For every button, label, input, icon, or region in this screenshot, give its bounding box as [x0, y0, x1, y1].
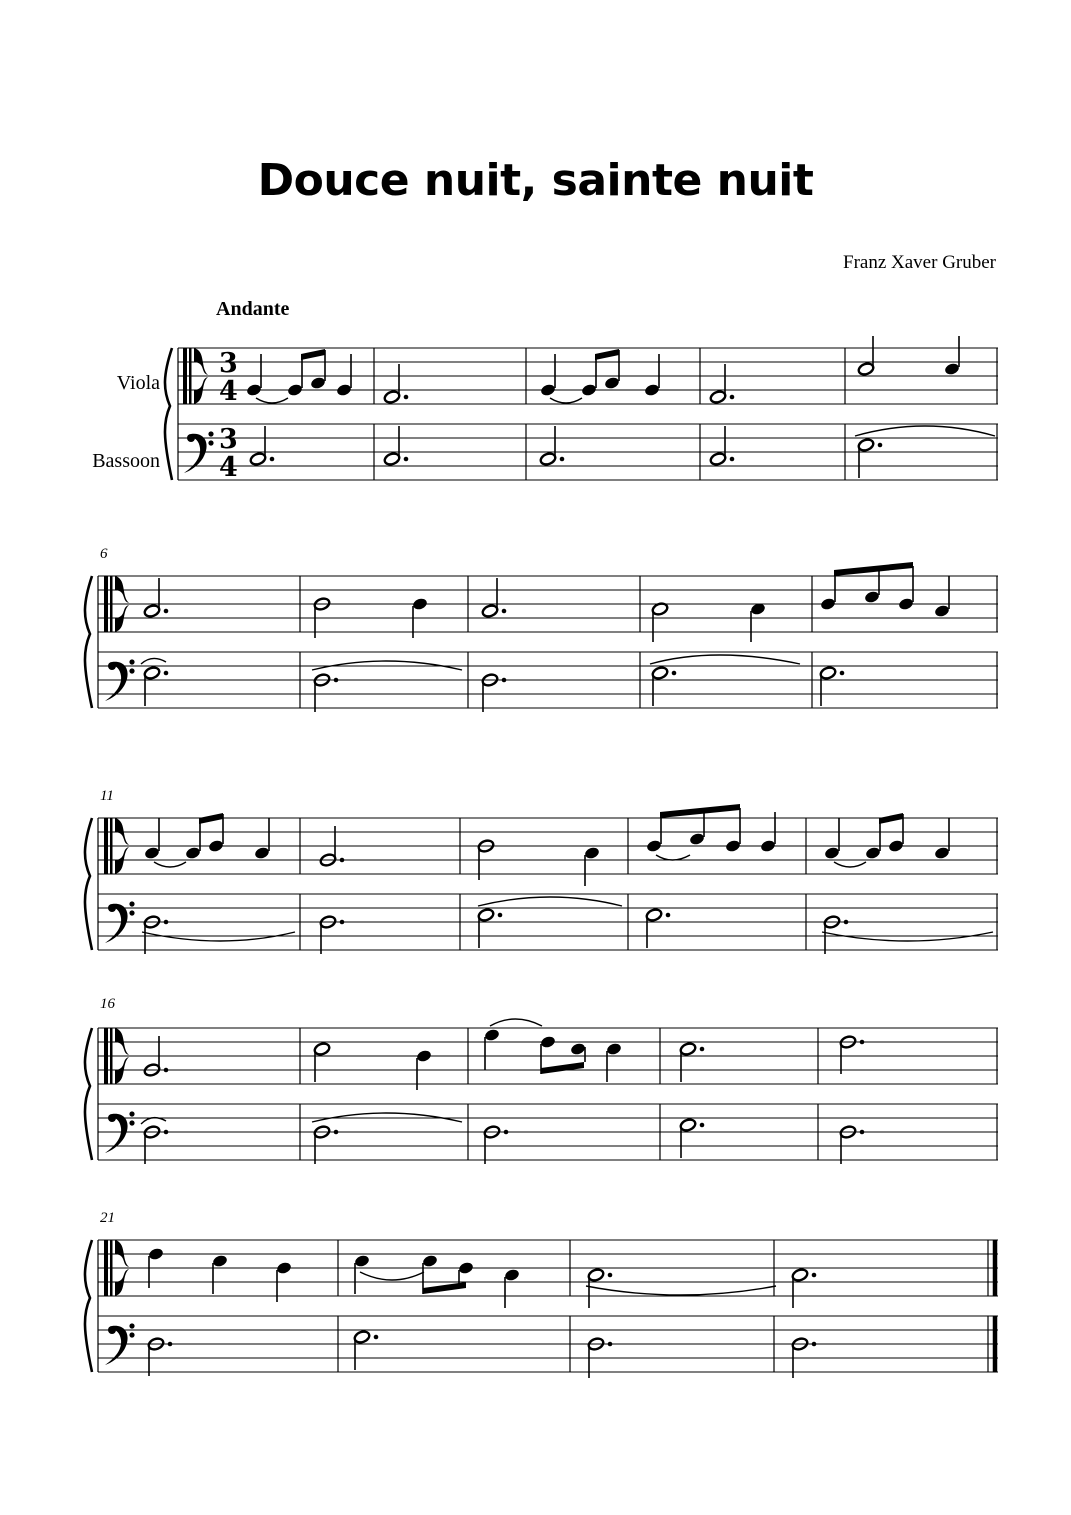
composer-name: Franz Xaver Gruber: [843, 252, 996, 273]
system-3-notation: [0, 790, 1071, 990]
system-brace: [85, 1240, 92, 1372]
staff-bassoon-lines: [178, 424, 998, 480]
measure-number-21: 21: [100, 1210, 115, 1226]
measure-2-viola-notes: [383, 364, 408, 404]
measure-22-viola-notes: [354, 1254, 521, 1308]
system-2: [0, 548, 1071, 748]
system-5: [0, 1212, 1071, 1412]
measure-24-viola-notes: [791, 1268, 816, 1308]
measure-19-bassoon-notes: [679, 1118, 704, 1158]
staff-bassoon-lines: [98, 652, 998, 708]
tempo-marking: Andante: [216, 298, 290, 320]
barlines-system-1: [374, 348, 997, 480]
measure-19-viola-notes: [679, 1042, 704, 1082]
measure-number-16: 16: [100, 996, 115, 1012]
measure-20-bassoon-notes: [839, 1125, 864, 1164]
measure-3-bassoon-notes: [539, 426, 564, 466]
system-5-notation: [0, 1212, 1071, 1412]
measure-17-viola-notes: [313, 1042, 432, 1090]
measure-2-bassoon-notes: [383, 426, 408, 466]
measure-11-bassoon-notes: [142, 915, 295, 954]
staff-bassoon-lines: [98, 1316, 998, 1372]
measure-15-bassoon-notes: [822, 915, 993, 954]
system-1-notation: [0, 320, 1071, 520]
measure-17-bassoon-notes: [312, 1113, 462, 1164]
measure-4-viola-notes: [709, 364, 734, 404]
system-1: [0, 320, 1071, 520]
measure-18-bassoon-notes: [483, 1125, 508, 1164]
measure-4-bassoon-notes: [709, 426, 734, 466]
barlines-system-2: [300, 576, 997, 708]
measure-6-viola-notes: [143, 578, 168, 618]
measure-21-viola-notes: [148, 1247, 293, 1302]
barlines-system-3: [300, 818, 997, 950]
staff-viola-lines: [98, 1028, 998, 1084]
measure-14-bassoon-notes: [645, 908, 670, 948]
measure-8-viola-notes: [481, 578, 506, 618]
measure-number-6: 6: [100, 546, 108, 562]
system-2-notation: [0, 548, 1071, 748]
staff-viola-lines: [98, 576, 998, 632]
measure-12-bassoon-notes: [319, 915, 344, 954]
staff-viola-lines: [98, 818, 998, 874]
measure-15-viola-notes: [824, 813, 951, 867]
time-signature-lower-bassoon: 4: [219, 452, 238, 483]
measure-9-viola-notes: [651, 602, 766, 642]
measure-1-bassoon-notes: [249, 426, 274, 466]
staff-viola-lines: [98, 1240, 998, 1296]
measure-10-bassoon-notes: [819, 666, 844, 706]
staff-label-bassoon: Bassoon: [92, 450, 160, 472]
page-title: Douce nuit, sainte nuit: [257, 155, 814, 206]
measure-5-viola-notes: [857, 336, 960, 376]
measure-20-viola-notes: [839, 1035, 864, 1074]
measure-11-viola-notes: [144, 813, 271, 867]
system-4-notation: [0, 1000, 1071, 1200]
system-4: [0, 996, 1071, 1200]
system-brace: [85, 1028, 92, 1160]
measure-21-bassoon-notes: [147, 1337, 172, 1376]
system-brace: [85, 576, 92, 708]
time-signature-upper-viola: 3: [219, 348, 238, 379]
measure-8-bassoon-notes: [481, 673, 506, 712]
staff-label-viola: Viola: [116, 372, 160, 394]
measure-number-11: 11: [100, 788, 114, 804]
system-brace: [85, 818, 92, 950]
measure-16-bassoon-notes: [141, 1118, 168, 1164]
system-brace: [165, 348, 172, 480]
barlines-system-4: [300, 1028, 997, 1160]
staff-bassoon-lines: [98, 894, 998, 950]
time-signature-upper-bassoon: 3: [219, 424, 238, 455]
system-3: [0, 790, 1071, 990]
measure-22-bassoon-notes: [353, 1330, 378, 1370]
measure-23-viola-notes: [586, 1268, 776, 1308]
time-signature-lower-viola: 4: [219, 376, 238, 407]
measure-7-bassoon-notes: [312, 661, 462, 712]
